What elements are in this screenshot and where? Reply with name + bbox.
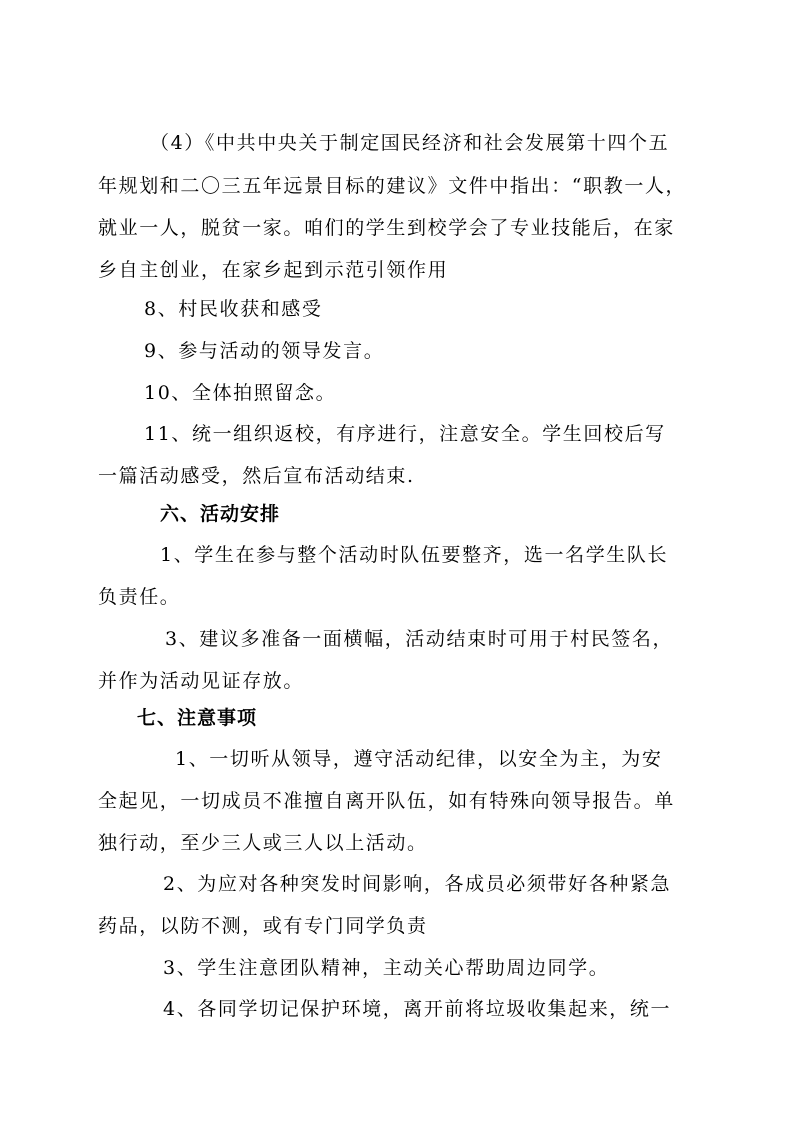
text-line: 独行动，至少三人或三人以上活动。 (98, 832, 428, 854)
list-item: 10、全体拍照留念。 (144, 382, 337, 404)
list-item: 4、各同学切记保护环境，离开前将垃圾收集起来，统一 (163, 998, 672, 1020)
text-line: （4）《中共中央关于制定国民经济和社会发展第十四个五 (150, 132, 670, 154)
list-item: 9、参与活动的领导发言。 (144, 340, 385, 362)
section-heading: 六、活动安排 (160, 503, 281, 525)
text-line: 全起见，一切成员不准擅自离开队伍，如有特殊向领导报告。单 (98, 790, 675, 812)
list-item: 1、学生在参与整个活动时队伍要整齐，选一名学生队长 (160, 544, 669, 566)
text-line: 一篇活动感受，然后宣布活动结束. (98, 465, 415, 487)
text-line: 乡自主创业，在家乡起到示范引领作用 (98, 259, 449, 281)
text-line: 年规划和二〇三五年远景目标的建议》文件中指出：“职教一人， (98, 175, 687, 197)
section-heading: 七、注意事项 (137, 707, 258, 729)
text-line: 就业一人，脱贫一家。咱们的学生到校学会了专业技能后，在家 (98, 217, 675, 239)
list-item: 2、为应对各种突发时间影响，各成员必须带好各种紧急 (163, 873, 672, 895)
list-item: 1、一切听从领导，遵守活动纪律，以安全为主，为安 (175, 748, 663, 770)
list-item: 8、村民收获和感受 (144, 298, 323, 320)
list-item: 3、建议多准备一面横幅，活动结束时可用于村民签名， (165, 628, 674, 650)
text-line: 并作为活动见证存放。 (98, 670, 305, 692)
text-line: 负责任。 (98, 586, 181, 608)
list-item: 3、学生注意团队精神，主动关心帮助周边同学。 (163, 957, 610, 979)
text-line: 药品，以防不测，或有专门同学负责 (98, 915, 428, 937)
list-item: 11、统一组织返校，有序进行，注意安全。学生回校后写 (144, 423, 666, 445)
